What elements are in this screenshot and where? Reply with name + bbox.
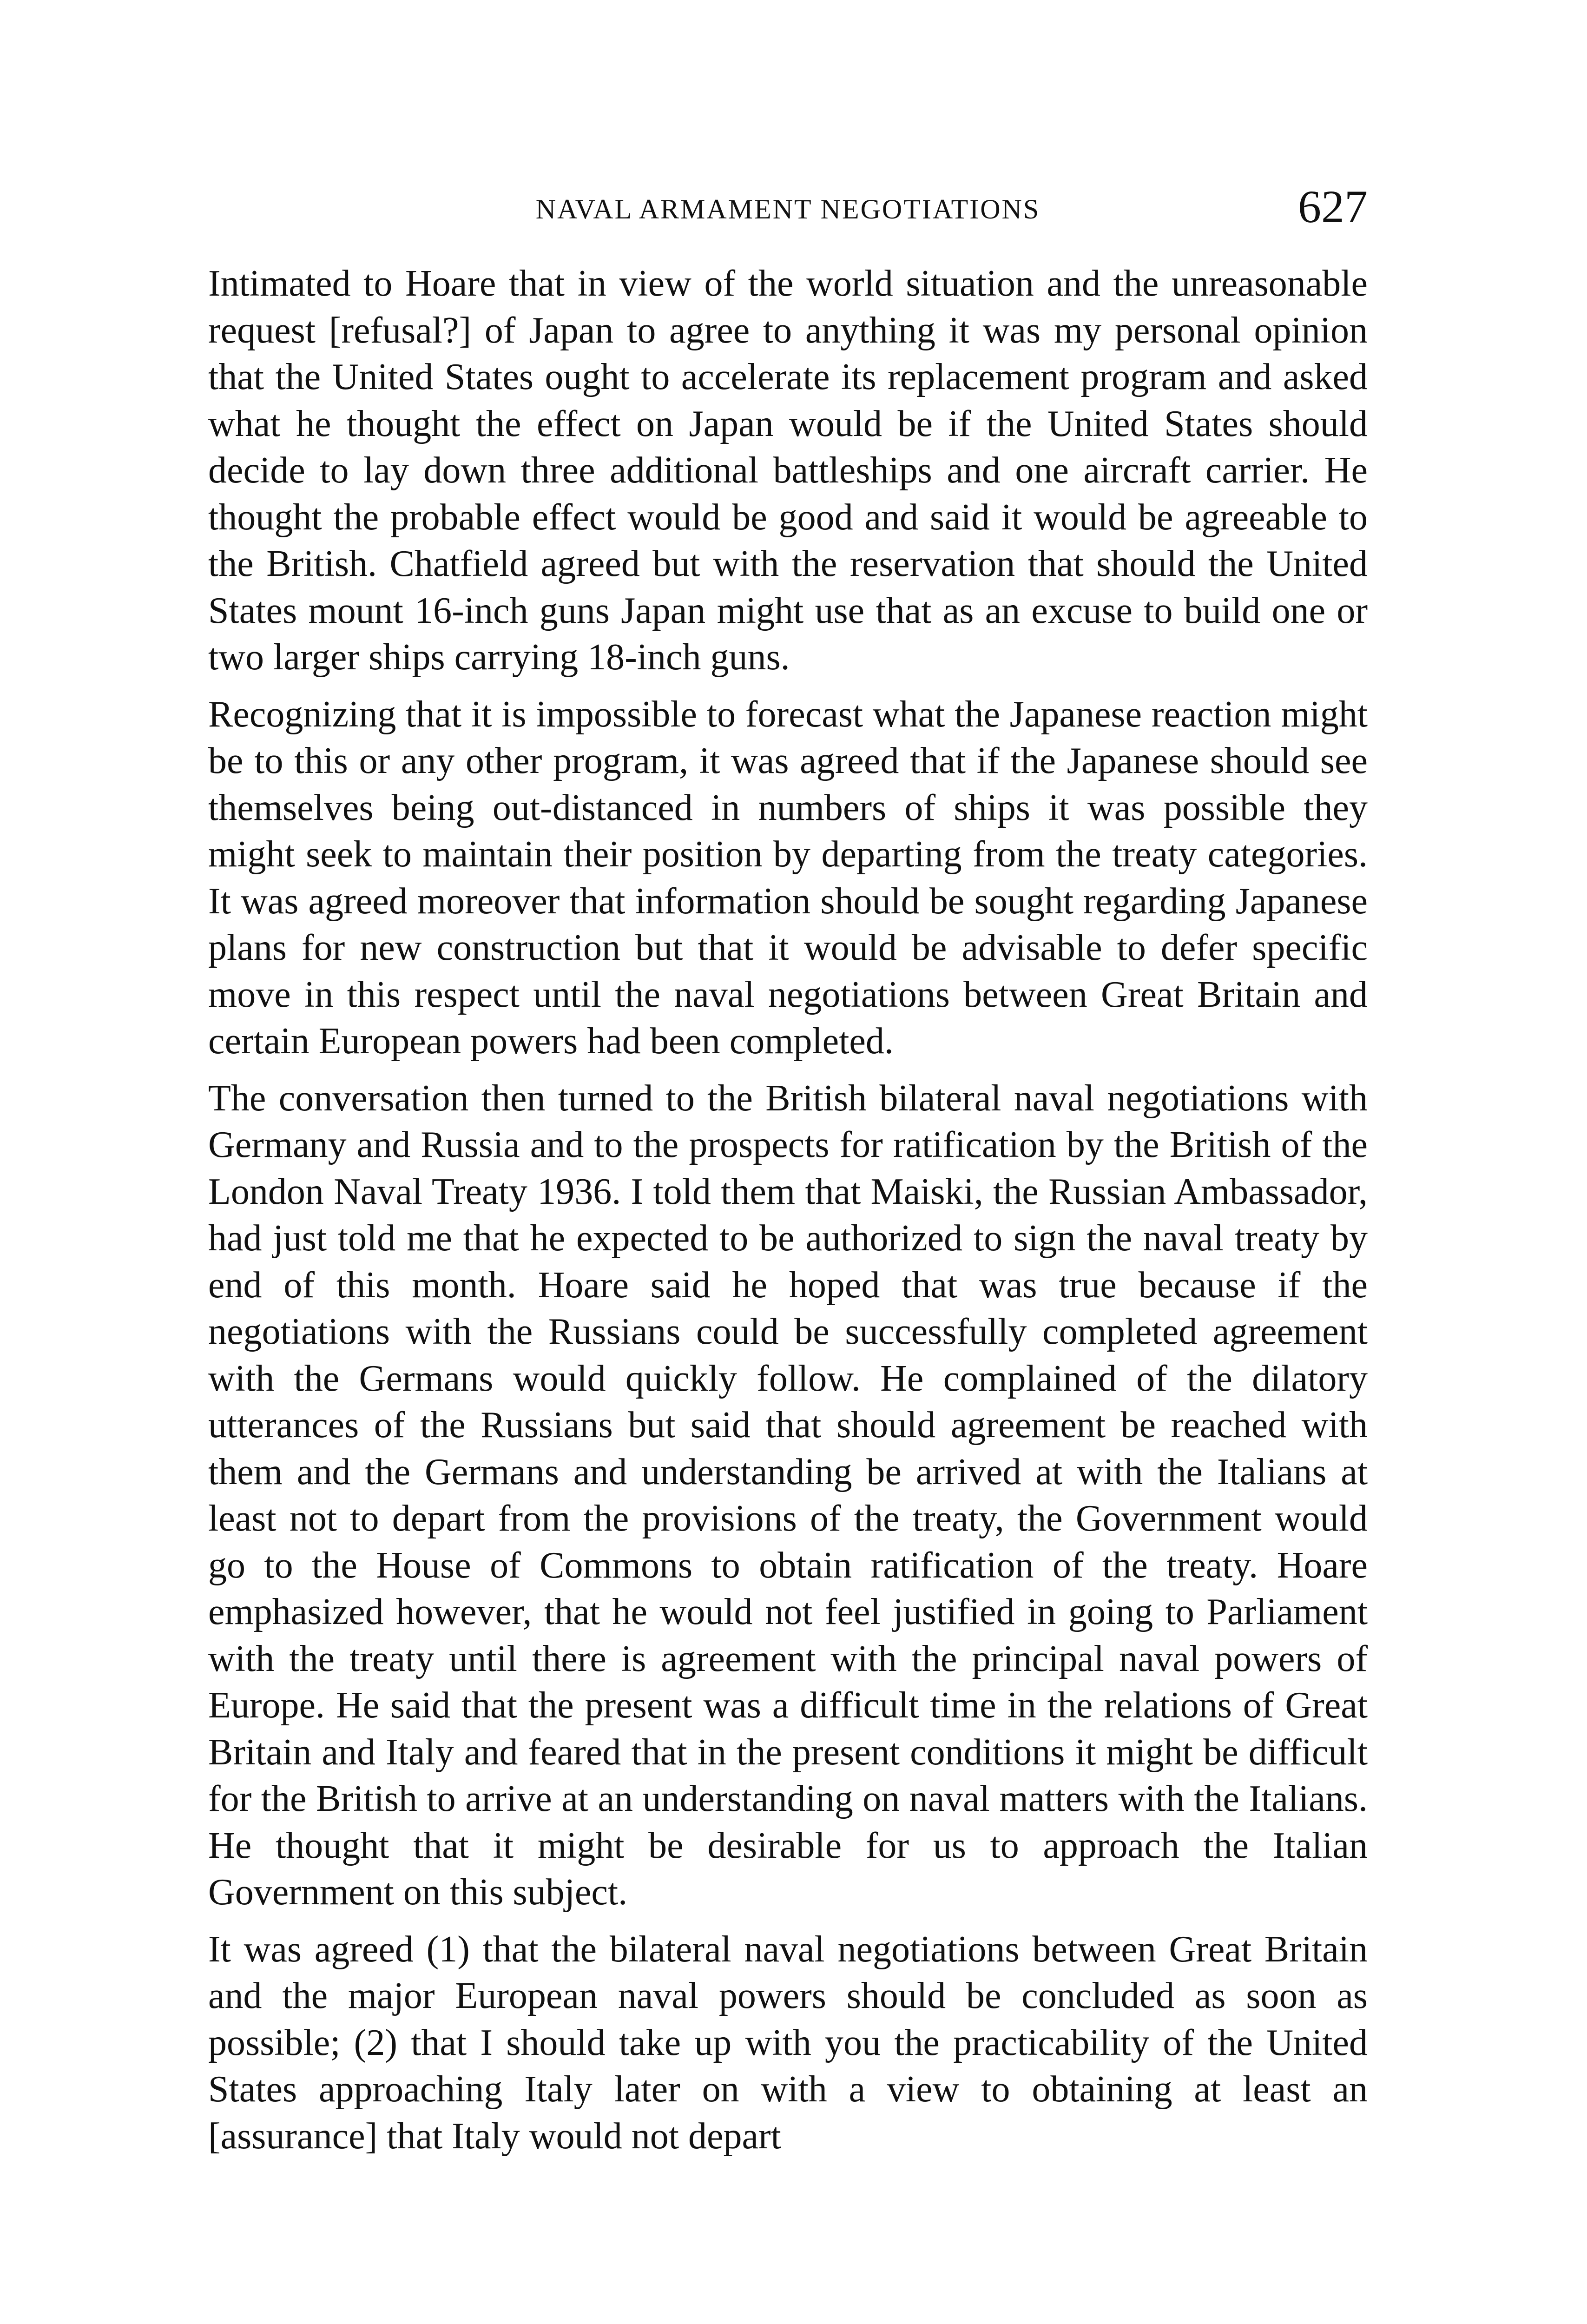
paragraph-4: It was agreed (1) that the bilateral naval negotiations between Great Britain and the major European naval powers should be concluded as soon as possible; (2) that I should take up with you the practicability of the United States approaching Italy later on with a view to obtaining at least an [assurance] that Italy would not depart (208, 1928, 1368, 2157)
paragraph-1: Intimated to Hoare that in view of the world situation and the unreasonable request [refusal?] of Japan to agree to anything it was my personal opinion that the United States ought to accelerate its replacement program and asked what he thought the effect on Japan would be if the United States should decide to lay down three additional battleships and one aircraft carrier. He thought the probable effect would be good and said it would be agreeable to the British. Chatfield agreed but with the reservation that should the United States mount 16-inch guns Japan might use that as an excuse to build one or two larger ships carrying 18-inch guns. (208, 263, 1368, 678)
body-text (208, 260, 1368, 2159)
page-number: 627 (1298, 181, 1368, 232)
paragraph-3: The conversation then turned to the British bilateral naval negotiations with Germany and Russia and to the prospects for ratification by the British of the London Naval Treaty 1936. I told them that Maiski, the Russian Ambassador, had just told me that he expected to be authorized to sign the naval treaty by end of this month. Hoare said he hoped that was true because if the negotiations with the Russians could be successfully completed agreement with the Germans would quickly follow. He complained of the dilatory utterances of the Russians but said that should agreement be reached with them and the Germans and understanding be arrived at with the Italians at least not to depart from the provisions of the treaty, the Government would go to the House of Commons to obtain ratification of the treaty. Hoare emphasized however, that he would not feel justified in going to Parliament with the treaty until there is agreement with the principal naval powers of Europe. He said that the present was a difficult time in the relations of Great Britain and Italy and feared that in the present conditions it might be difficult for the British to arrive at an understanding on naval matters with the Italians. He thought that it might be desirable for us to approach the Italian Government on this subject. (208, 1077, 1368, 1913)
page-header (208, 181, 1368, 237)
paragraph-2: Recognizing that it is impossible to forecast what the Japanese reaction might be to this or any other program, it was agreed that if the Japanese should see themselves being out-distanced in numbers of ships it was possible they might seek to maintain their position by departing from the treaty categories. It was agreed moreover that information should be sought regarding Japanese plans for new construction but that it would be advisable to defer specific move in this respect until the naval negotiations between Great Britain and certain European powers had been completed. (208, 693, 1368, 1062)
running-title: NAVAL ARMAMENT NEGOTIATIONS (535, 194, 1040, 224)
